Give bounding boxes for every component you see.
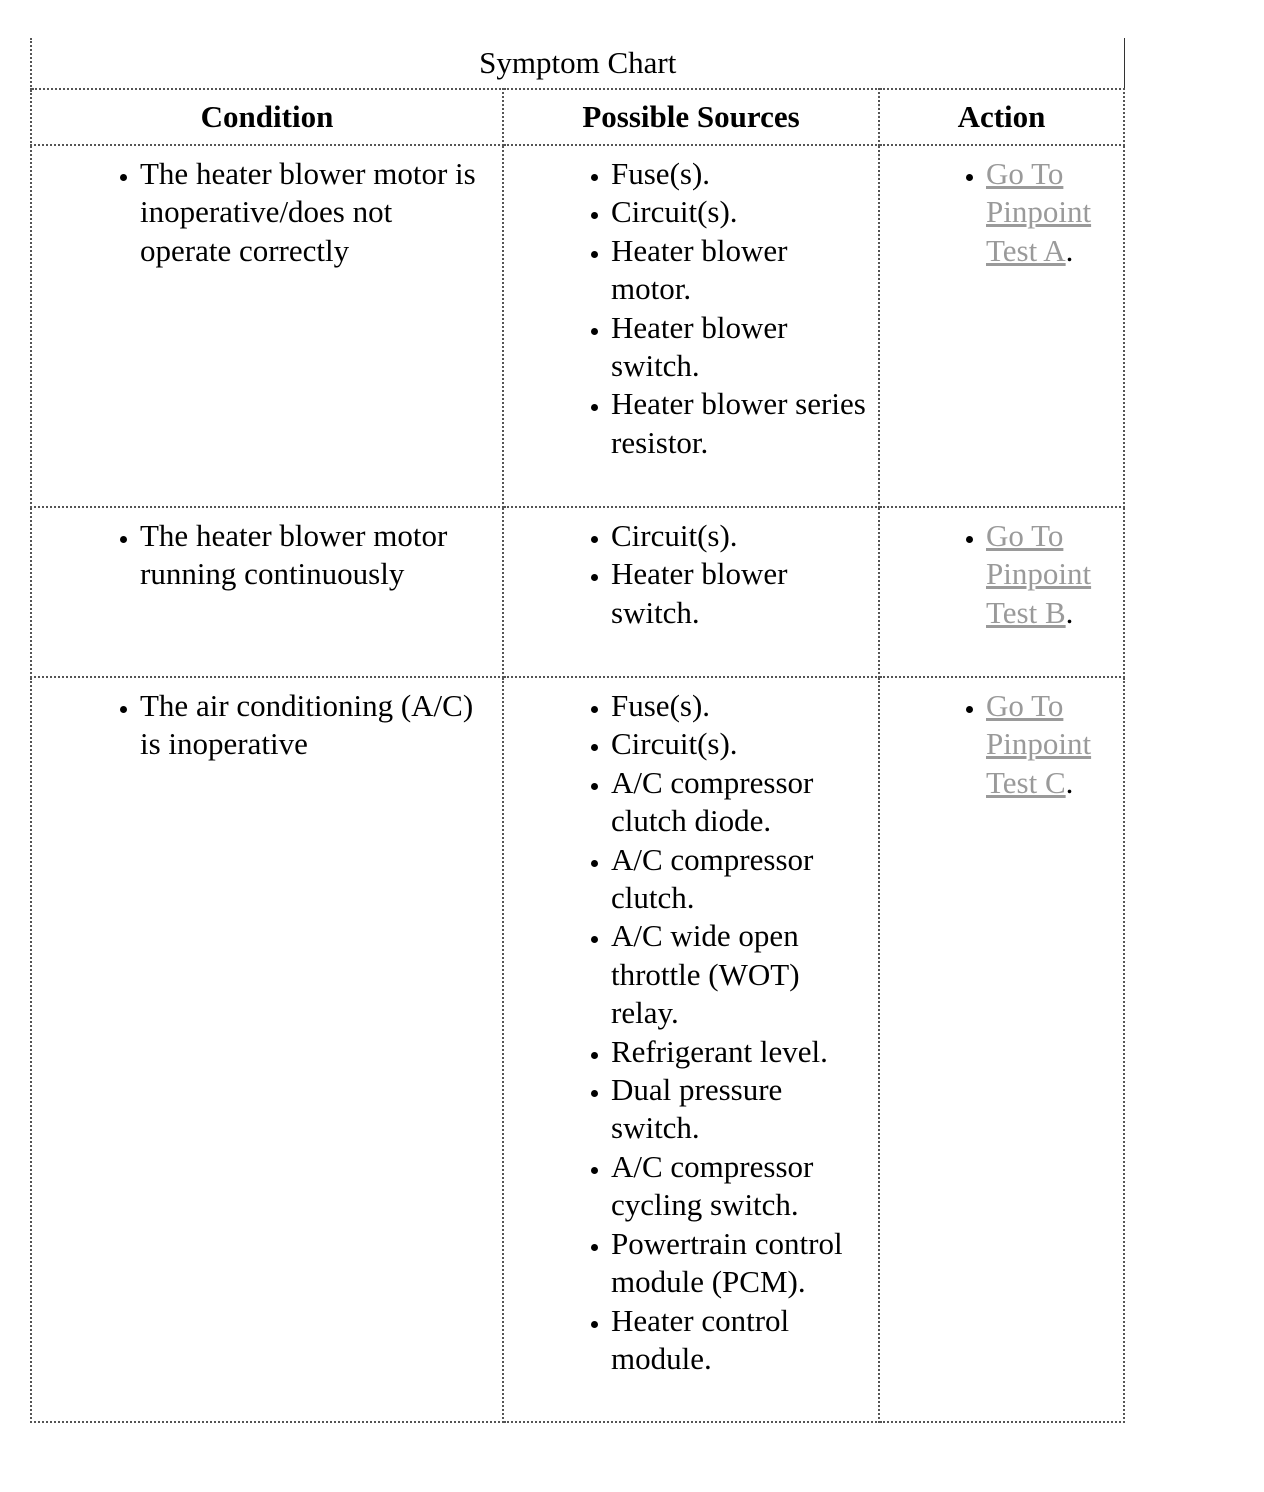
sources-cell (503, 145, 879, 507)
source-item: • Refrigerant level. (611, 1033, 868, 1071)
action-cell (879, 145, 1124, 507)
action-suffix: . (1065, 232, 1074, 268)
action-item (986, 155, 1109, 270)
pinpoint-test-c-link[interactable]: Go To Pinpoint Test C (986, 688, 1092, 800)
pinpoint-test-b-link[interactable]: Go To Pinpoint Test B (986, 518, 1092, 630)
action-item (986, 517, 1109, 632)
source-item: • Heater blower motor. (611, 232, 868, 309)
source-item: • Circuit(s). (611, 193, 868, 231)
source-item: • Heater blower series resistor. (611, 385, 868, 462)
source-item: • Powertrain control module (PCM). (611, 1225, 868, 1302)
action-suffix: . (1065, 764, 1074, 800)
source-item: • Circuit(s). (611, 725, 868, 763)
source-item: • Fuse(s). (611, 155, 868, 193)
pinpoint-test-a-link[interactable]: Go To Pinpoint Test A (986, 156, 1092, 268)
source-item: • Fuse(s). (611, 687, 868, 725)
table-row (31, 145, 1124, 507)
source-item: • A/C compressor clutch. (611, 841, 868, 918)
condition-cell (31, 145, 503, 507)
symptom-chart-table (30, 38, 1125, 1423)
source-item: • Circuit(s). (611, 517, 868, 555)
action-cell (879, 677, 1124, 1422)
source-item: • Heater blower switch. (611, 309, 868, 386)
header-possible-sources: Possible Sources (503, 89, 879, 145)
sources-cell (503, 507, 879, 677)
table-row (31, 507, 1124, 677)
source-item: • A/C compressor cycling switch. (611, 1148, 868, 1225)
table-row (31, 677, 1124, 1422)
table-caption: Symptom Chart (31, 38, 1124, 89)
header-condition: Condition (31, 89, 503, 145)
condition-cell (31, 507, 503, 677)
sources-cell (503, 677, 879, 1422)
header-action: Action (879, 89, 1124, 145)
condition-cell (31, 677, 503, 1422)
condition-item: • The air conditioning (A/C) is inoperative (140, 687, 482, 764)
source-item: • A/C wide open throttle (WOT) relay. (611, 917, 868, 1032)
source-item: • Heater control module. (611, 1302, 868, 1379)
condition-item: • The heater blower motor is inoperative/does not operate correctly (140, 155, 482, 270)
action-item (986, 687, 1109, 802)
condition-item: • The heater blower motor running continuously (140, 517, 482, 594)
action-suffix: . (1065, 594, 1074, 630)
source-item: • A/C compressor clutch diode. (611, 764, 868, 841)
action-cell (879, 507, 1124, 677)
source-item: • Heater blower switch. (611, 555, 868, 632)
source-item: • Dual pressure switch. (611, 1071, 868, 1148)
